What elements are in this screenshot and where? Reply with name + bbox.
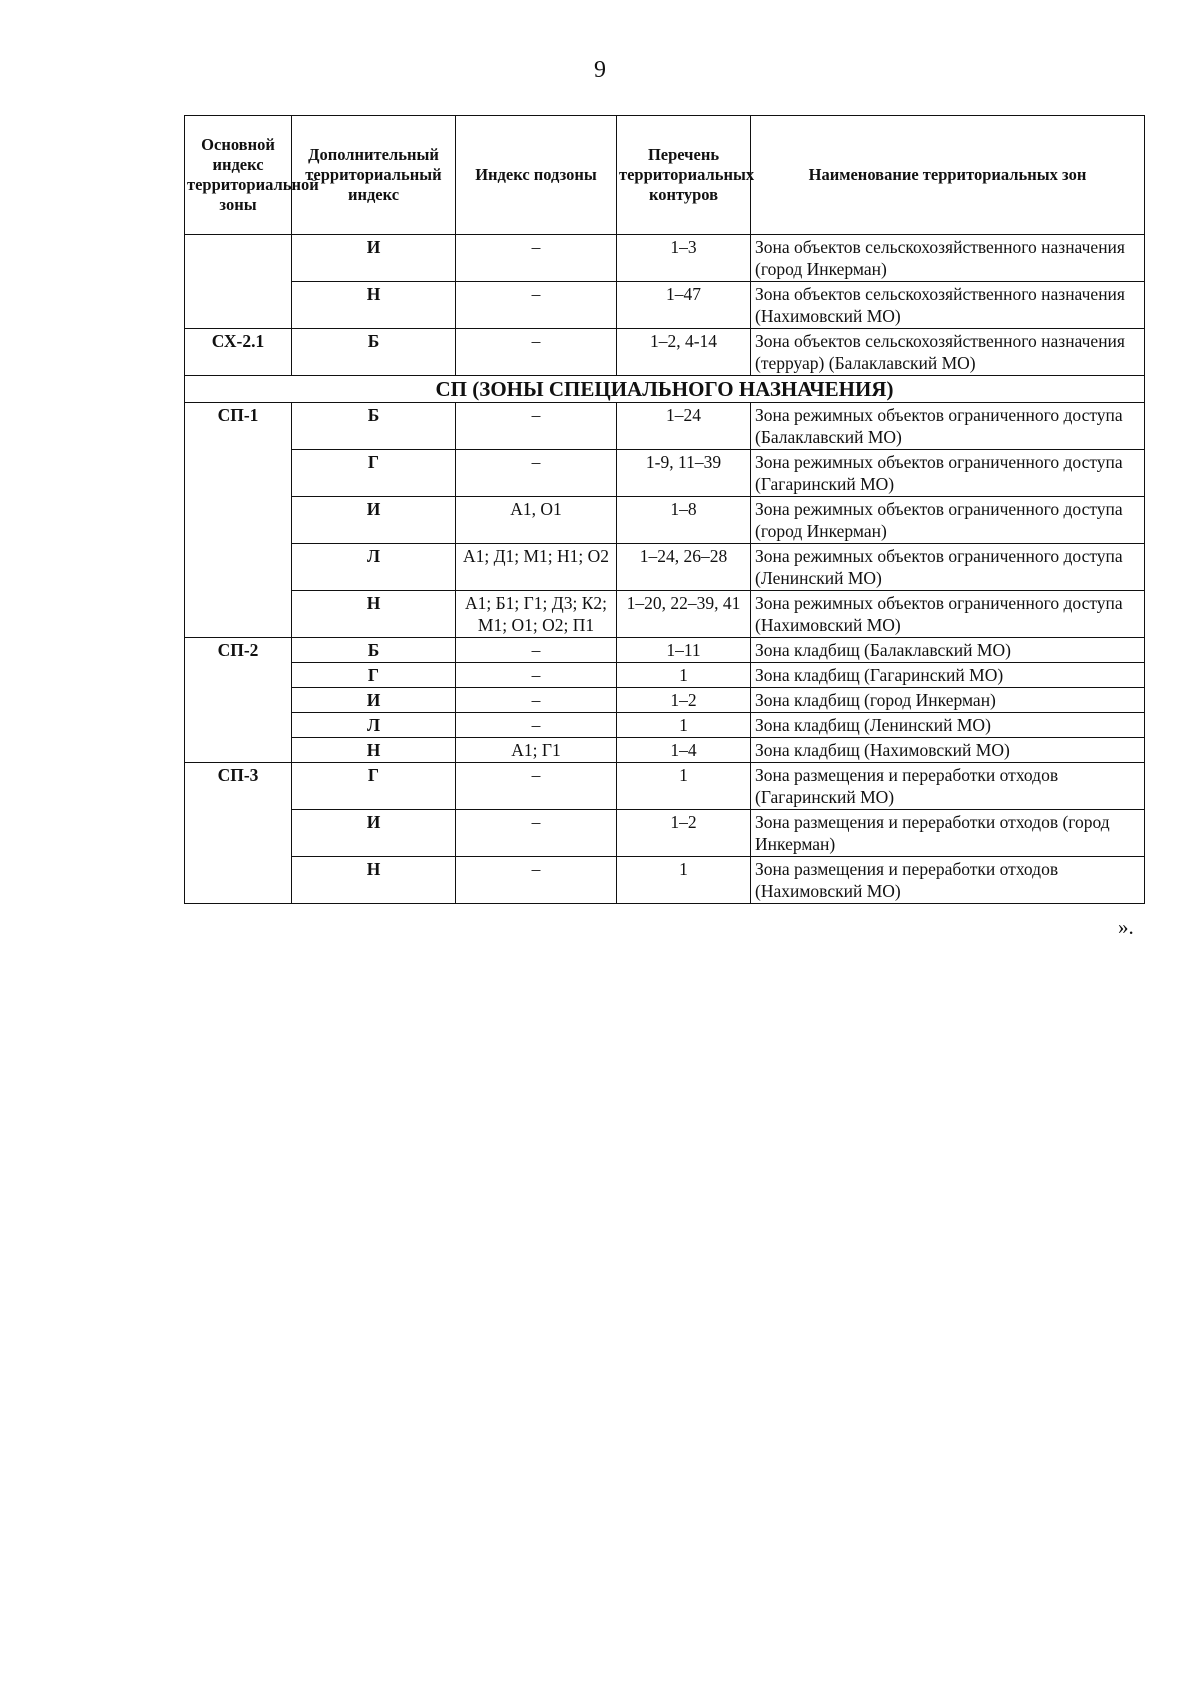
contours-cell: 1–8 <box>617 497 751 544</box>
extra-index-cell: Г <box>292 763 456 810</box>
zone-name-cell: Зона режимных объектов ограниченного доступа (Нахимовский МО) <box>751 591 1145 638</box>
contours-cell: 1–2, 4-14 <box>617 329 751 376</box>
extra-index-cell: Г <box>292 450 456 497</box>
subzone-cell: – <box>456 235 617 282</box>
contours-cell: 1 <box>617 857 751 904</box>
extra-index-cell: Б <box>292 638 456 663</box>
extra-index-cell: Н <box>292 282 456 329</box>
zone-name-cell: Зона режимных объектов ограниченного доступа (Гагаринский МО) <box>751 450 1145 497</box>
table-row <box>185 763 1145 810</box>
header-zone-name: Наименование территориальных зон <box>751 116 1145 235</box>
table-row <box>185 450 1145 497</box>
zone-name-cell: Зона режимных объектов ограниченного доступа (Ленинский МО) <box>751 544 1145 591</box>
subzone-cell: – <box>456 282 617 329</box>
header-main-index: Основной индекс территориальной зоны <box>185 116 292 235</box>
table-row <box>185 591 1145 638</box>
extra-index-cell: Л <box>292 713 456 738</box>
extra-index-cell: И <box>292 810 456 857</box>
territorial-zones-table <box>184 115 1145 904</box>
zone-name-cell: Зона режимных объектов ограниченного доступа (город Инкерман) <box>751 497 1145 544</box>
contours-cell: 1 <box>617 763 751 810</box>
main-index-cell: СП-1 <box>185 403 292 638</box>
subzone-cell: – <box>456 763 617 810</box>
table-row <box>185 403 1145 450</box>
contours-cell: 1–2 <box>617 688 751 713</box>
contours-cell: 1–20, 22–39, 41 <box>617 591 751 638</box>
extra-index-cell: Л <box>292 544 456 591</box>
table-row <box>185 282 1145 329</box>
subzone-cell: – <box>456 857 617 904</box>
page-number: 9 <box>594 57 606 83</box>
main-index-cell: СХ-2.1 <box>185 329 292 376</box>
table-row <box>185 713 1145 738</box>
zone-name-cell: Зона размещения и переработки отходов (Гагаринский МО) <box>751 763 1145 810</box>
subzone-cell: – <box>456 663 617 688</box>
subzone-cell: А1, О1 <box>456 497 617 544</box>
contours-cell: 1–3 <box>617 235 751 282</box>
zone-name-cell: Зона объектов сельскохозяйственного назначения (город Инкерман) <box>751 235 1145 282</box>
extra-index-cell: Б <box>292 329 456 376</box>
table-header-row <box>185 116 1145 235</box>
subzone-cell: – <box>456 810 617 857</box>
group-heading-row <box>185 376 1145 403</box>
extra-index-cell: И <box>292 497 456 544</box>
subzone-cell: А1; Г1 <box>456 738 617 763</box>
subzone-cell: – <box>456 713 617 738</box>
extra-index-cell: И <box>292 235 456 282</box>
extra-index-cell: Н <box>292 591 456 638</box>
subzone-cell: – <box>456 329 617 376</box>
zone-name-cell: Зона объектов сельскохозяйственного назначения (терруар) (Балаклавский МО) <box>751 329 1145 376</box>
subzone-cell: – <box>456 638 617 663</box>
subzone-cell: – <box>456 450 617 497</box>
zone-name-cell: Зона кладбищ (город Инкерман) <box>751 688 1145 713</box>
subzone-cell: – <box>456 688 617 713</box>
header-subzone-index: Индекс подзоны <box>456 116 617 235</box>
table-row <box>185 497 1145 544</box>
contours-cell: 1–24 <box>617 403 751 450</box>
table-row <box>185 544 1145 591</box>
extra-index-cell: Б <box>292 403 456 450</box>
main-index-cell: СП-3 <box>185 763 292 904</box>
zone-name-cell: Зона объектов сельскохозяйственного назначения (Нахимовский МО) <box>751 282 1145 329</box>
extra-index-cell: И <box>292 688 456 713</box>
header-contours: Перечень территориальных контуров <box>617 116 751 235</box>
main-index-cell: СП-2 <box>185 638 292 763</box>
contours-cell: 1 <box>617 713 751 738</box>
zone-name-cell: Зона режимных объектов ограниченного доступа (Балаклавский МО) <box>751 403 1145 450</box>
zone-name-cell: Зона кладбищ (Ленинский МО) <box>751 713 1145 738</box>
zone-name-cell: Зона кладбищ (Нахимовский МО) <box>751 738 1145 763</box>
table-row <box>185 688 1145 713</box>
subzone-cell: А1; Д1; М1; Н1; О2 <box>456 544 617 591</box>
table-row <box>185 738 1145 763</box>
zone-name-cell: Зона размещения и переработки отходов (Нахимовский МО) <box>751 857 1145 904</box>
extra-index-cell: Н <box>292 857 456 904</box>
contours-cell: 1–24, 26–28 <box>617 544 751 591</box>
contours-cell: 1–2 <box>617 810 751 857</box>
contours-cell: 1-9, 11–39 <box>617 450 751 497</box>
table-row <box>185 638 1145 663</box>
header-extra-index: Дополнительный территориальный индекс <box>292 116 456 235</box>
zone-name-cell: Зона кладбищ (Гагаринский МО) <box>751 663 1145 688</box>
table-row <box>185 663 1145 688</box>
contours-cell: 1 <box>617 663 751 688</box>
table-row <box>185 235 1145 282</box>
extra-index-cell: Г <box>292 663 456 688</box>
zone-name-cell: Зона кладбищ (Балаклавский МО) <box>751 638 1145 663</box>
contours-cell: 1–11 <box>617 638 751 663</box>
contours-cell: 1–47 <box>617 282 751 329</box>
contours-cell: 1–4 <box>617 738 751 763</box>
table-row <box>185 810 1145 857</box>
extra-index-cell: Н <box>292 738 456 763</box>
table-row <box>185 329 1145 376</box>
group-heading: СП (ЗОНЫ СПЕЦИАЛЬНОГО НАЗНАЧЕНИЯ) <box>185 376 1145 403</box>
zone-name-cell: Зона размещения и переработки отходов (город Инкерман) <box>751 810 1145 857</box>
subzone-cell: – <box>456 403 617 450</box>
closing-quote-mark: ». <box>1118 915 1134 939</box>
main-index-cell <box>185 235 292 329</box>
subzone-cell: А1; Б1; Г1; Д3; К2; М1; О1; О2; П1 <box>456 591 617 638</box>
table-row <box>185 857 1145 904</box>
